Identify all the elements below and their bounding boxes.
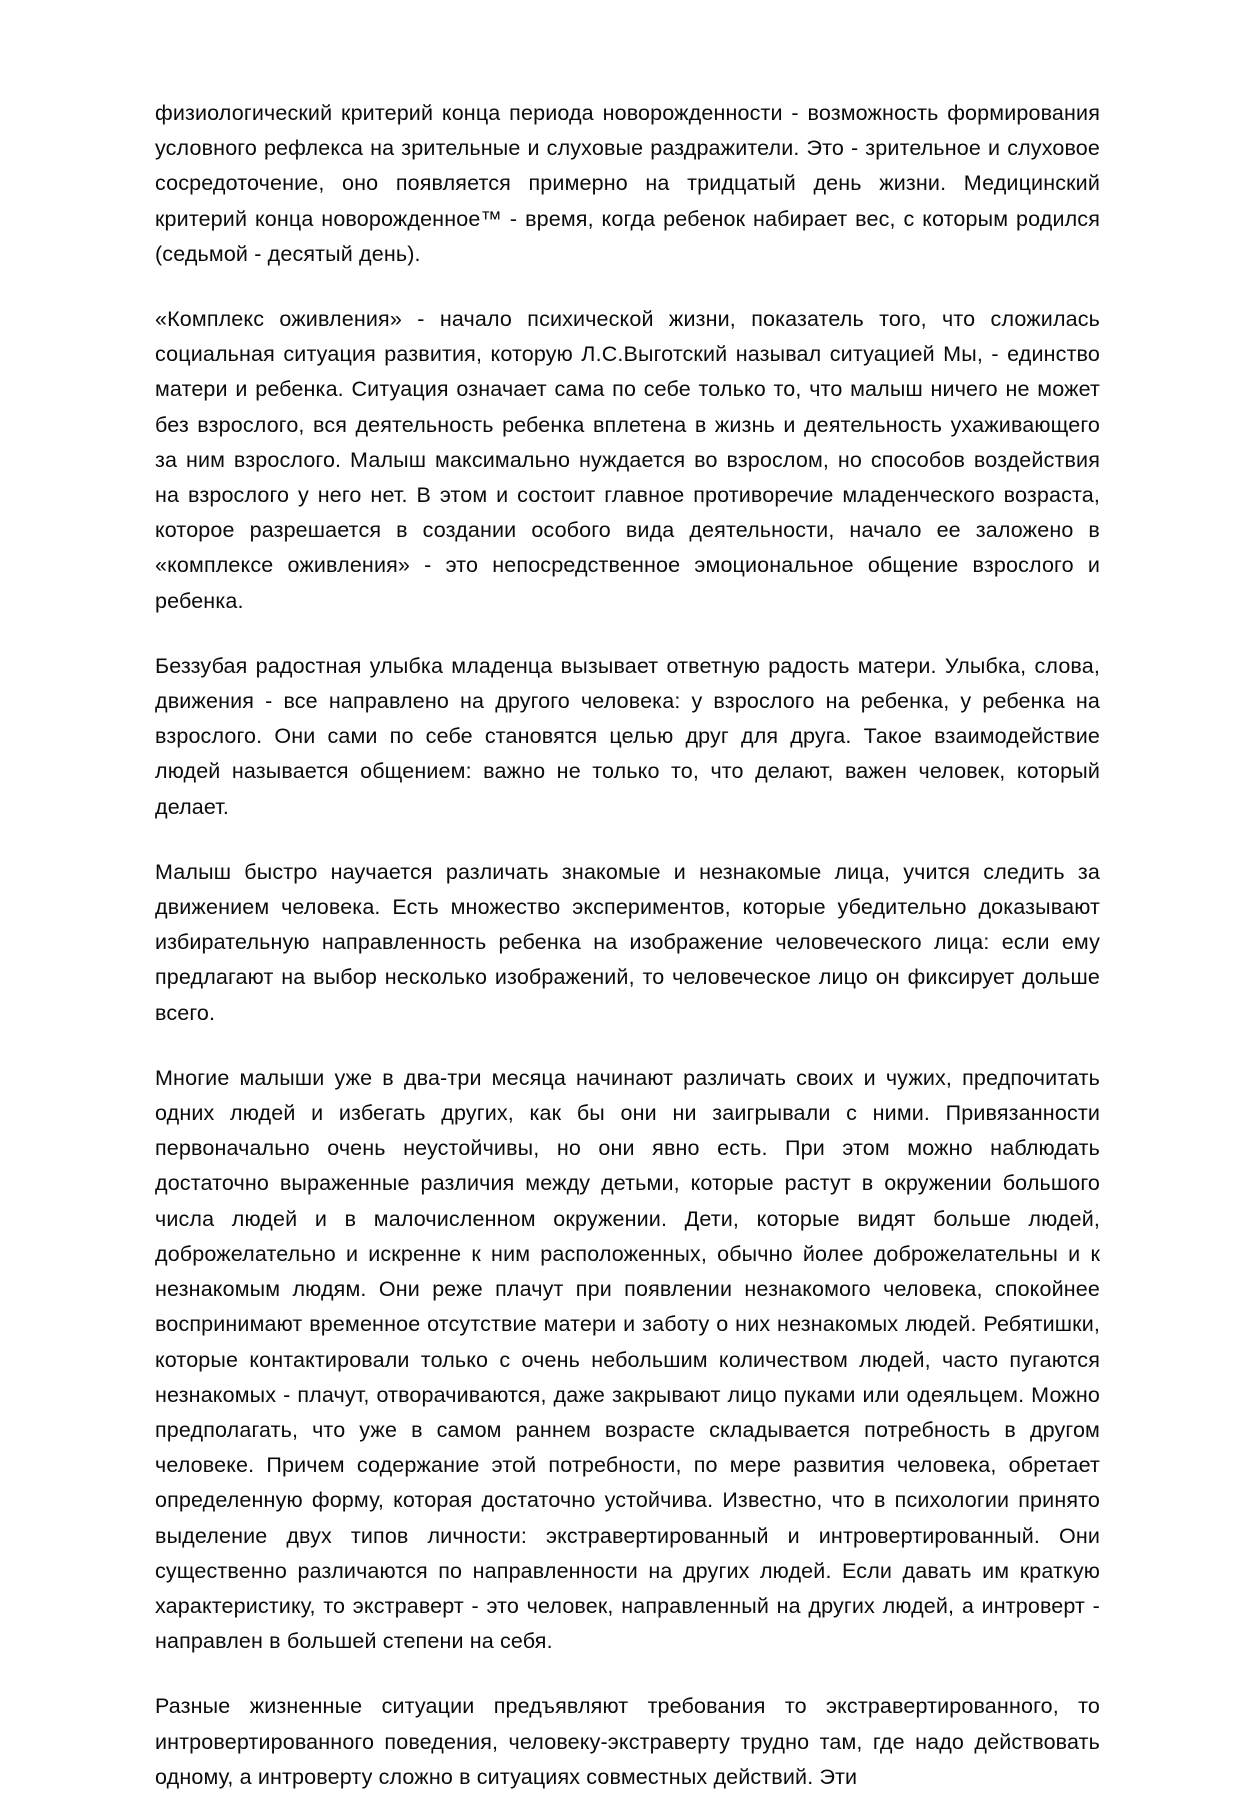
paragraph-6: Разные жизненные ситуации предъявляют требования то экстравертированного, то интровертированного поведения, человеку-экстраверту трудно там, где надо действовать одному, а интроверту сложно в ситуациях совместных действий. Эти (155, 1694, 1100, 1789)
paragraph-5: Многие малыши уже в два-три месяца начинают различать своих и чужих, предпочитать одних людей и избегать других, как бы они ни заигрывали с ними. Привязанности первоначально очень неустойчивы, но они явно есть. При этом можно наблюдать достаточно выраженные различия между детьми, которые растут в окружении большого числа людей и в малочисленном окружении. Дети, которые видят больше людей, доброжелательно и искренне к ним расположенных, обычно йолее доброжелательны и к незнакомым людям. Они реже плачут при появлении незнакомого человека, спокойнее воспринимают временное отсутствие матери и заботу о них незнакомых людей. Ребятишки, которые контактировали только с очень небольшим количеством людей, часто пугаются незнакомых - плачут, отворачиваются, даже закрывают лицо пуками или одеяльцем. Можно предполагать, что уже в самом раннем возрасте складывается потребность в другом человеке. Причем содержание этой потребности, по мере развития человека, обретает определенную форму, которая достаточно устойчива. Известно, что в психологии принято выделение двух типов личности: экстравертированный и интровертированный. Они существенно различаются по направленности на других людей. Если давать им краткую характеристику, то экстраверт - это человек, направленный на других людей, а интроверт - направлен в большей степени на себя. (155, 1065, 1100, 1654)
paragraph-2: «Комплекс оживления» - начало психической жизни, показатель того, что сложилась социальная ситуация развития, которую Л.С.Выготский называл ситуацией Мы, - единство матери и ребенка. Ситуация означает сама по себе только то, что малыш ничего не может без взрослого, вся деятельность ребенка вплетена в жизнь и деятельность ухаживающего за ним взрослого. Малыш максимально нуждается во взрослом, но способов воздействия на взрослого у него нет. В этом и состоит главное противоречие младенческого возраста, которое разрешается в создании особого вида деятельности, начало ее заложено в «комплексе оживления» - это непосредственное эмоциональное общение взрослого и ребенка. (155, 307, 1100, 613)
paragraph-3: Беззубая радостная улыбка младенца вызывает ответную радость матери. Улыбка, слова, движения - все направлено на другого человека: у взрослого на ребенка, у ребенка на взрослого. Они сами по себе становятся целью друг для друга. Такое взаимодействие людей называется общением: важно не только то, что делают, важен человек, который делает. (155, 653, 1100, 819)
document-body (155, 96, 1100, 1795)
paragraph-4: Малыш быстро научается различать знакомые и незнакомые лица, учится следить за движением человека. Есть множество экспериментов, которые убедительно доказывают избирательную направленность ребенка на изображение человеческого лица: если ему предлагают на выбор несколько изображений, то человеческое лицо он фиксирует дольше всего. (155, 859, 1100, 1025)
paragraph-1: физиологический критерий конца периода новорожденности - возможность формирования условного рефлекса на зрительные и слуховые раздражители. Это - зрительное и слуховое сосредоточение, оно появляется примерно на тридцатый день жизни. Медицинский критерий конца новорожденное™ - время, когда ребенок набирает вес, с которым родился (седьмой - десятый день). (155, 101, 1100, 266)
